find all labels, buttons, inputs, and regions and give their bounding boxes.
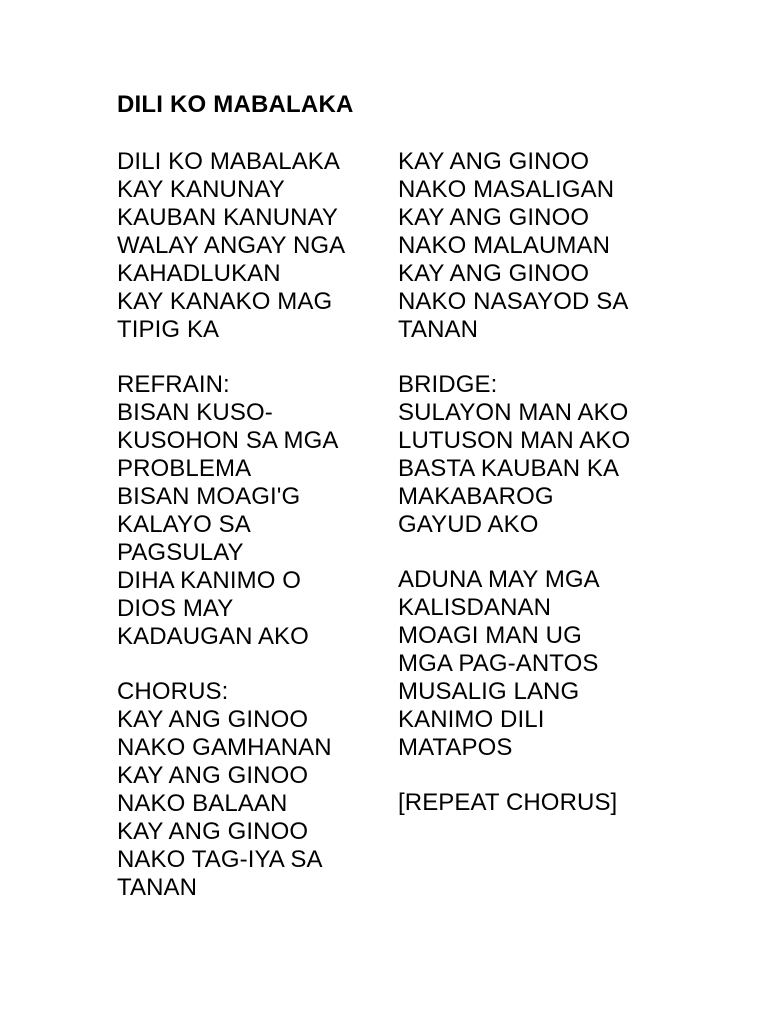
lyric-line: DIOS MAY (117, 595, 234, 622)
lyric-line: PROBLEMA (117, 455, 252, 482)
lyric-line: NAKO NASAYOD SA (398, 288, 629, 315)
lyric-line: TANAN (398, 316, 479, 343)
lyric-line: NAKO GAMHANAN (117, 734, 332, 761)
lyrics-stanza (398, 148, 698, 344)
lyric-line: KAY ANG GINOO (398, 260, 590, 287)
lyric-line: MATAPOS (398, 734, 513, 761)
lyric-line: TANAN (117, 874, 198, 901)
lyrics-stanza (398, 566, 698, 762)
lyric-line: LUTUSON MAN AKO (398, 427, 631, 454)
lyric-line: KAY ANG GINOO (117, 762, 309, 789)
lyric-line: MGA PAG-ANTOS (398, 650, 599, 677)
lyric-line: TIPIG KA (117, 316, 220, 343)
lyrics-stanza (398, 789, 698, 817)
lyric-line: KAHADLUKAN (117, 260, 281, 287)
lyric-line: REFRAIN: (117, 371, 230, 398)
lyric-line: MOAGI MAN UG (398, 622, 582, 649)
lyrics-column-left (117, 148, 392, 929)
lyric-line: KAUBAN KANUNAY (117, 204, 339, 231)
lyric-line: ADUNA MAY MGA (398, 566, 600, 593)
lyric-line: BRIDGE: (398, 371, 498, 398)
lyric-line: KADAUGAN AKO (117, 623, 309, 650)
lyric-line: MUSALIG LANG (398, 678, 580, 705)
lyric-line: WALAY ANGAY NGA (117, 232, 346, 259)
lyric-line: KAY ANG GINOO (117, 818, 309, 845)
lyric-line: KAY ANG GINOO (117, 706, 309, 733)
song-title: DILI KO MABALAKA (117, 91, 354, 118)
lyric-line: NAKO MASALIGAN (398, 176, 615, 203)
lyric-line: BISAN KUSO- (117, 399, 273, 426)
lyric-line: BISAN MOAGI'G (117, 483, 301, 510)
lyric-line: DILI KO MABALAKA (117, 148, 341, 175)
lyric-line: CHORUS: (117, 678, 229, 705)
lyric-line: SULAYON MAN AKO (398, 399, 629, 426)
lyrics-stanza (117, 371, 392, 651)
lyric-line: GAYUD AKO (398, 511, 539, 538)
lyrics-column-right (398, 148, 698, 844)
lyric-line: KALAYO SA (117, 511, 251, 538)
lyric-line: KAY ANG GINOO (398, 148, 590, 175)
lyric-line: [REPEAT CHORUS] (398, 789, 618, 816)
lyric-line: BASTA KAUBAN KA (398, 455, 620, 482)
lyric-line: NAKO TAG-IYA SA (117, 846, 323, 873)
lyric-line: NAKO BALAAN (117, 790, 288, 817)
lyric-line: KAY KANAKO MAG (117, 288, 333, 315)
lyric-line: KAY ANG GINOO (398, 204, 590, 231)
lyric-line: KANIMO DILI (398, 706, 545, 733)
lyrics-stanza (398, 371, 698, 539)
lyrics-stanza (117, 678, 392, 902)
lyric-line: PAGSULAY (117, 539, 244, 566)
lyric-line: MAKABAROG (398, 483, 554, 510)
lyric-line: NAKO MALAUMAN (398, 232, 611, 259)
lyric-line: KALISDANAN (398, 594, 552, 621)
lyric-line: KUSOHON SA MGA (117, 427, 339, 454)
lyrics-stanza (117, 148, 392, 344)
lyric-line: DIHA KANIMO O (117, 567, 301, 594)
lyric-line: KAY KANUNAY (117, 176, 285, 203)
